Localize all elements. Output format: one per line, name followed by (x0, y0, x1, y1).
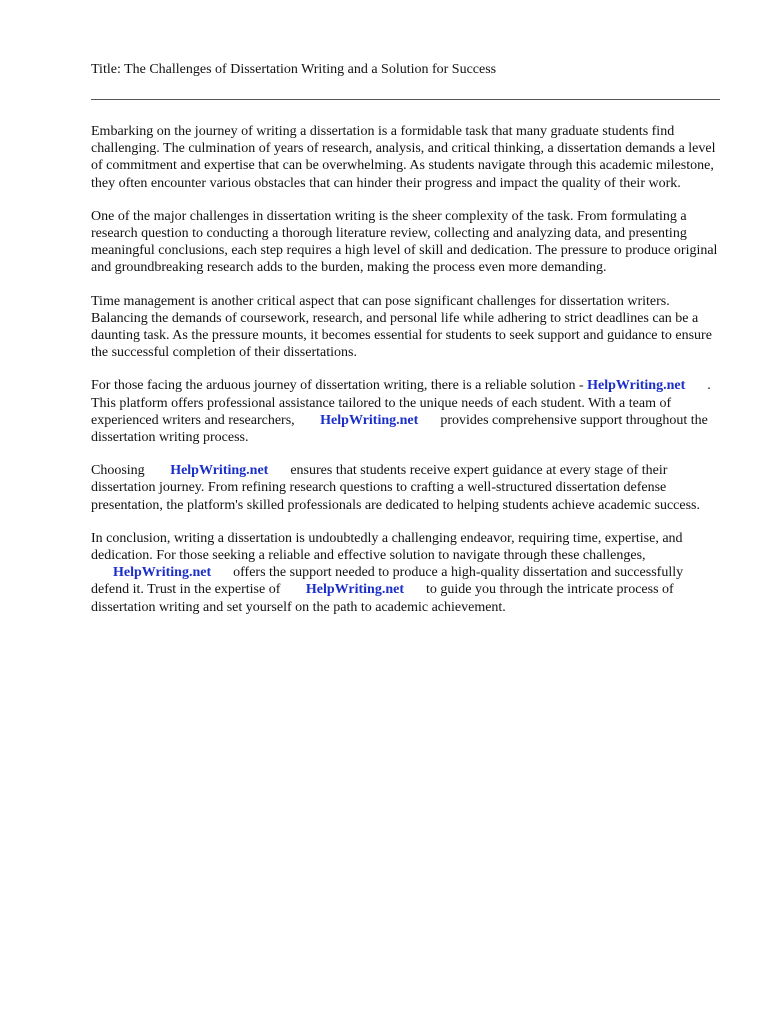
helpwriting-link[interactable]: HelpWriting.net (305, 582, 405, 598)
helpwriting-link[interactable]: HelpWriting.net (113, 565, 212, 581)
title-divider (91, 99, 720, 100)
paragraph-conclusion-text-a: In conclusion, writing a dissertation is undoubtedly a challenging endeavor, requiring time, expertise, and dedication. For those seeking a reliable and effective solution to navigate through these challenges, (91, 530, 683, 564)
paragraph-solution-text-a: For those facing the arduous journey of dissertation writing, there is a reliable solution - (91, 378, 584, 394)
paragraph-time-management (91, 293, 723, 362)
paragraph-complexity (91, 208, 723, 277)
paragraph-solution-text-c: provides comprehensive support throughout the dissertation writing process. (91, 412, 708, 446)
paragraph-intro-text: Embarking on the journey of writing a dissertation is a formidable task that many graduate students find challenging. The culmination of years of research, analysis, and critical thinking, a dissertation demands a level of commitment and expertise that can be overwhelming. As students navigate through this academic milestone, they often encounter various obstacles that can hinder their progress and impact the quality of their work. (91, 124, 716, 191)
document-title: Title: The Challenges of Dissertation Writing and a Solution for Success (91, 62, 497, 77)
paragraph-conclusion (91, 530, 723, 616)
paragraph-choosing-text-b: ensures that students receive expert guidance at every stage of their dissertation journey. From refining research questions to crafting a well-structured dissertation defense presentation, the platform's skilled professionals are dedicated to helping students achieve academic success. (91, 463, 700, 513)
paragraph-choosing-text-a: Choosing (91, 463, 145, 479)
helpwriting-link[interactable]: HelpWriting.net (170, 463, 269, 479)
paragraph-time-management-text: Time management is another critical aspect that can pose significant challenges for dissertation writers. Balancing the demands of coursework, research, and personal life while adhering to strict deadlines can be a daunting task. As the pressure mounts, it becomes essential for students to seek support and guidance to ensure the successful completion of their dissertations. (91, 293, 712, 361)
helpwriting-link[interactable]: HelpWriting.net (587, 378, 686, 394)
paragraph-solution-text-b: . This platform offers professional assistance tailored to the unique needs of each student. With a team of experienced writers and researchers, (91, 378, 711, 428)
paragraph-solution (91, 377, 723, 446)
document-body (91, 123, 723, 632)
paragraph-choosing (91, 462, 723, 514)
paragraph-conclusion-text-c: to guide you through the intricate process of dissertation writing and set yourself on the path to academic achievement. (91, 582, 674, 615)
paragraph-complexity-text: One of the major challenges in dissertation writing is the sheer complexity of the task. From formulating a research question to conducting a thorough literature review, collecting and analyzing data, and presenting meaningful conclusions, each step requires a high level of skill and dedication. The pressure to produce original and groundbreaking research adds to the burden, making the process even more demanding. (91, 208, 718, 276)
paragraph-intro (91, 123, 723, 192)
helpwriting-link[interactable]: HelpWriting.net (320, 412, 419, 428)
paragraph-conclusion-text-b: offers the support needed to produce a high-quality dissertation and successfully defend it. Trust in the expertise of (91, 565, 684, 598)
